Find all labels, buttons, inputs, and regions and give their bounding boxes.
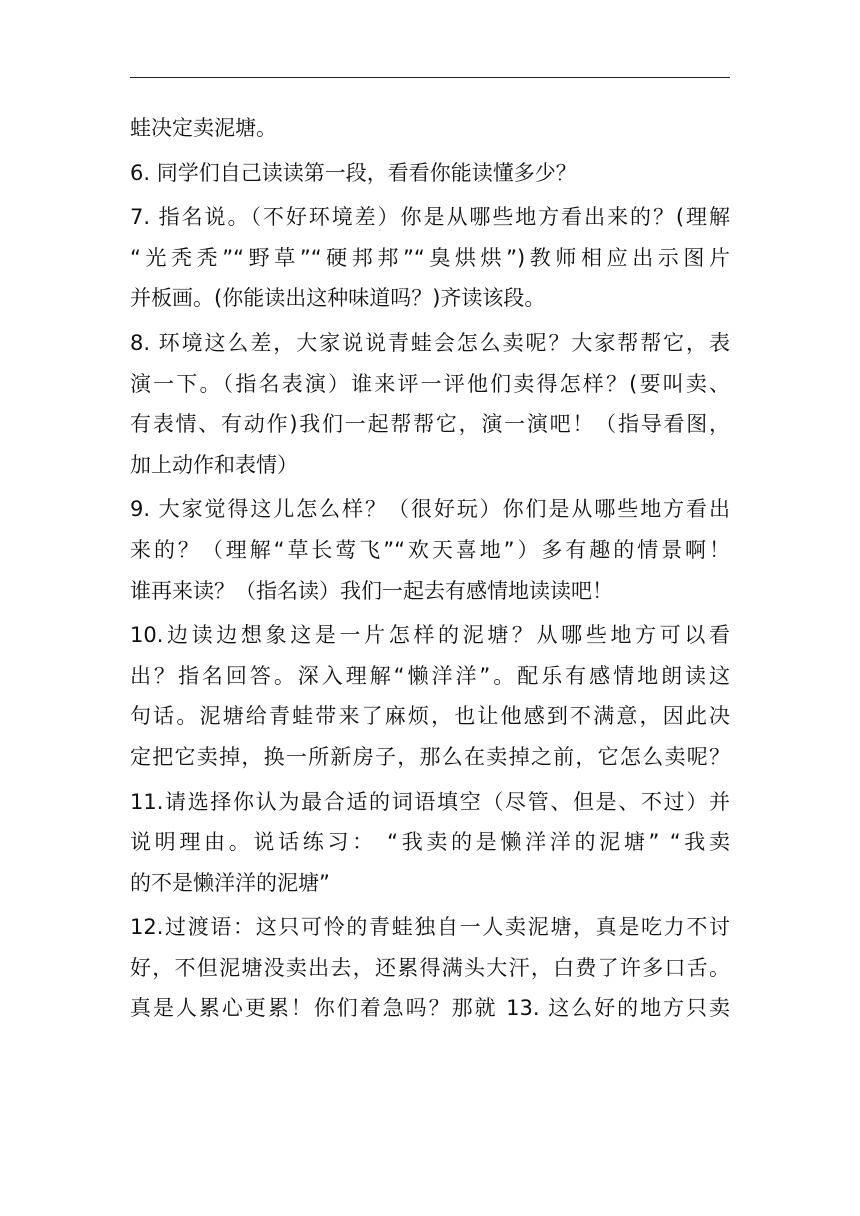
text-line: 说明理由。说话练习： “我卖的是懒洋洋的泥塘” “我卖 bbox=[130, 830, 730, 855]
text-line: 有表情、有动作)我们一起帮帮它，演一演吧！（指导看图， bbox=[130, 412, 730, 437]
paragraph bbox=[130, 108, 730, 149]
paragraph bbox=[130, 197, 730, 319]
text-line: 句话。泥塘给青蛙带来了麻烦，也让他感到不满意，因此决 bbox=[130, 704, 730, 729]
text-line: 7. 指名说。（不好环境差）你是从哪些地方看出来的？(理解 bbox=[130, 205, 730, 230]
text-line: 谁再来读？（指名读）我们一起去有感情地读读吧！ bbox=[130, 578, 613, 603]
header-rule bbox=[130, 77, 730, 78]
text-line: “光秃秃”“野草”“硬邦邦”“臭烘烘”)教师相应出示图片 bbox=[130, 245, 730, 270]
text-line: 好，不但泥塘没卖出去，还累得满头大汗，白费了许多口舌。 bbox=[130, 955, 730, 980]
text-line: 真是人累心更累！你们着急吗？那就 13. 这么好的地方只卖 bbox=[130, 996, 730, 1021]
text-line: 加上动作和表情） bbox=[130, 452, 298, 477]
text-line: 定把它卖掉，换一所新房子，那么在卖掉之前，它怎么卖呢？ bbox=[130, 744, 730, 769]
document-body bbox=[130, 108, 730, 1029]
paragraph bbox=[130, 907, 730, 1029]
text-line: 的不是懒洋洋的泥塘” bbox=[130, 870, 330, 895]
paragraph bbox=[130, 153, 730, 194]
text-line: 12.过渡语：这只可怜的青蛙独自一人卖泥塘，真是吃力不讨 bbox=[130, 915, 730, 940]
paragraph bbox=[130, 489, 730, 611]
paragraph bbox=[130, 615, 730, 777]
text-line: 来的？（理解“草长莺飞”“欢天喜地”）多有趣的情景啊！ bbox=[130, 537, 730, 562]
text-line: 演一下。（指名表演）谁来评一评他们卖得怎样？(要叫卖、 bbox=[130, 371, 730, 396]
text-line: 并板画。(你能读出这种味道吗？)齐读该段。 bbox=[130, 286, 546, 311]
text-line: 9. 大家觉得这儿怎么样？（很好玩）你们是从哪些地方看出 bbox=[130, 497, 730, 522]
text-line: 8. 环境这么差，大家说说青蛙会怎么卖呢？大家帮帮它，表 bbox=[130, 330, 730, 355]
text-line: 出？指名回答。深入理解“懒洋洋”。配乐有感情地朗读这 bbox=[130, 663, 730, 688]
paragraph bbox=[130, 782, 730, 904]
text-line: 10.边读边想象这是一片怎样的泥塘？从哪些地方可以看 bbox=[130, 623, 730, 648]
text-line: 蛙决定卖泥塘。 bbox=[130, 116, 277, 140]
paragraph bbox=[130, 323, 730, 485]
text-line: 11.请选择你认为最合适的词语填空（尽管、但是、不过）并 bbox=[130, 789, 730, 814]
text-line: 6. 同学们自己读读第一段，看看你能读懂多少？ bbox=[130, 160, 577, 185]
